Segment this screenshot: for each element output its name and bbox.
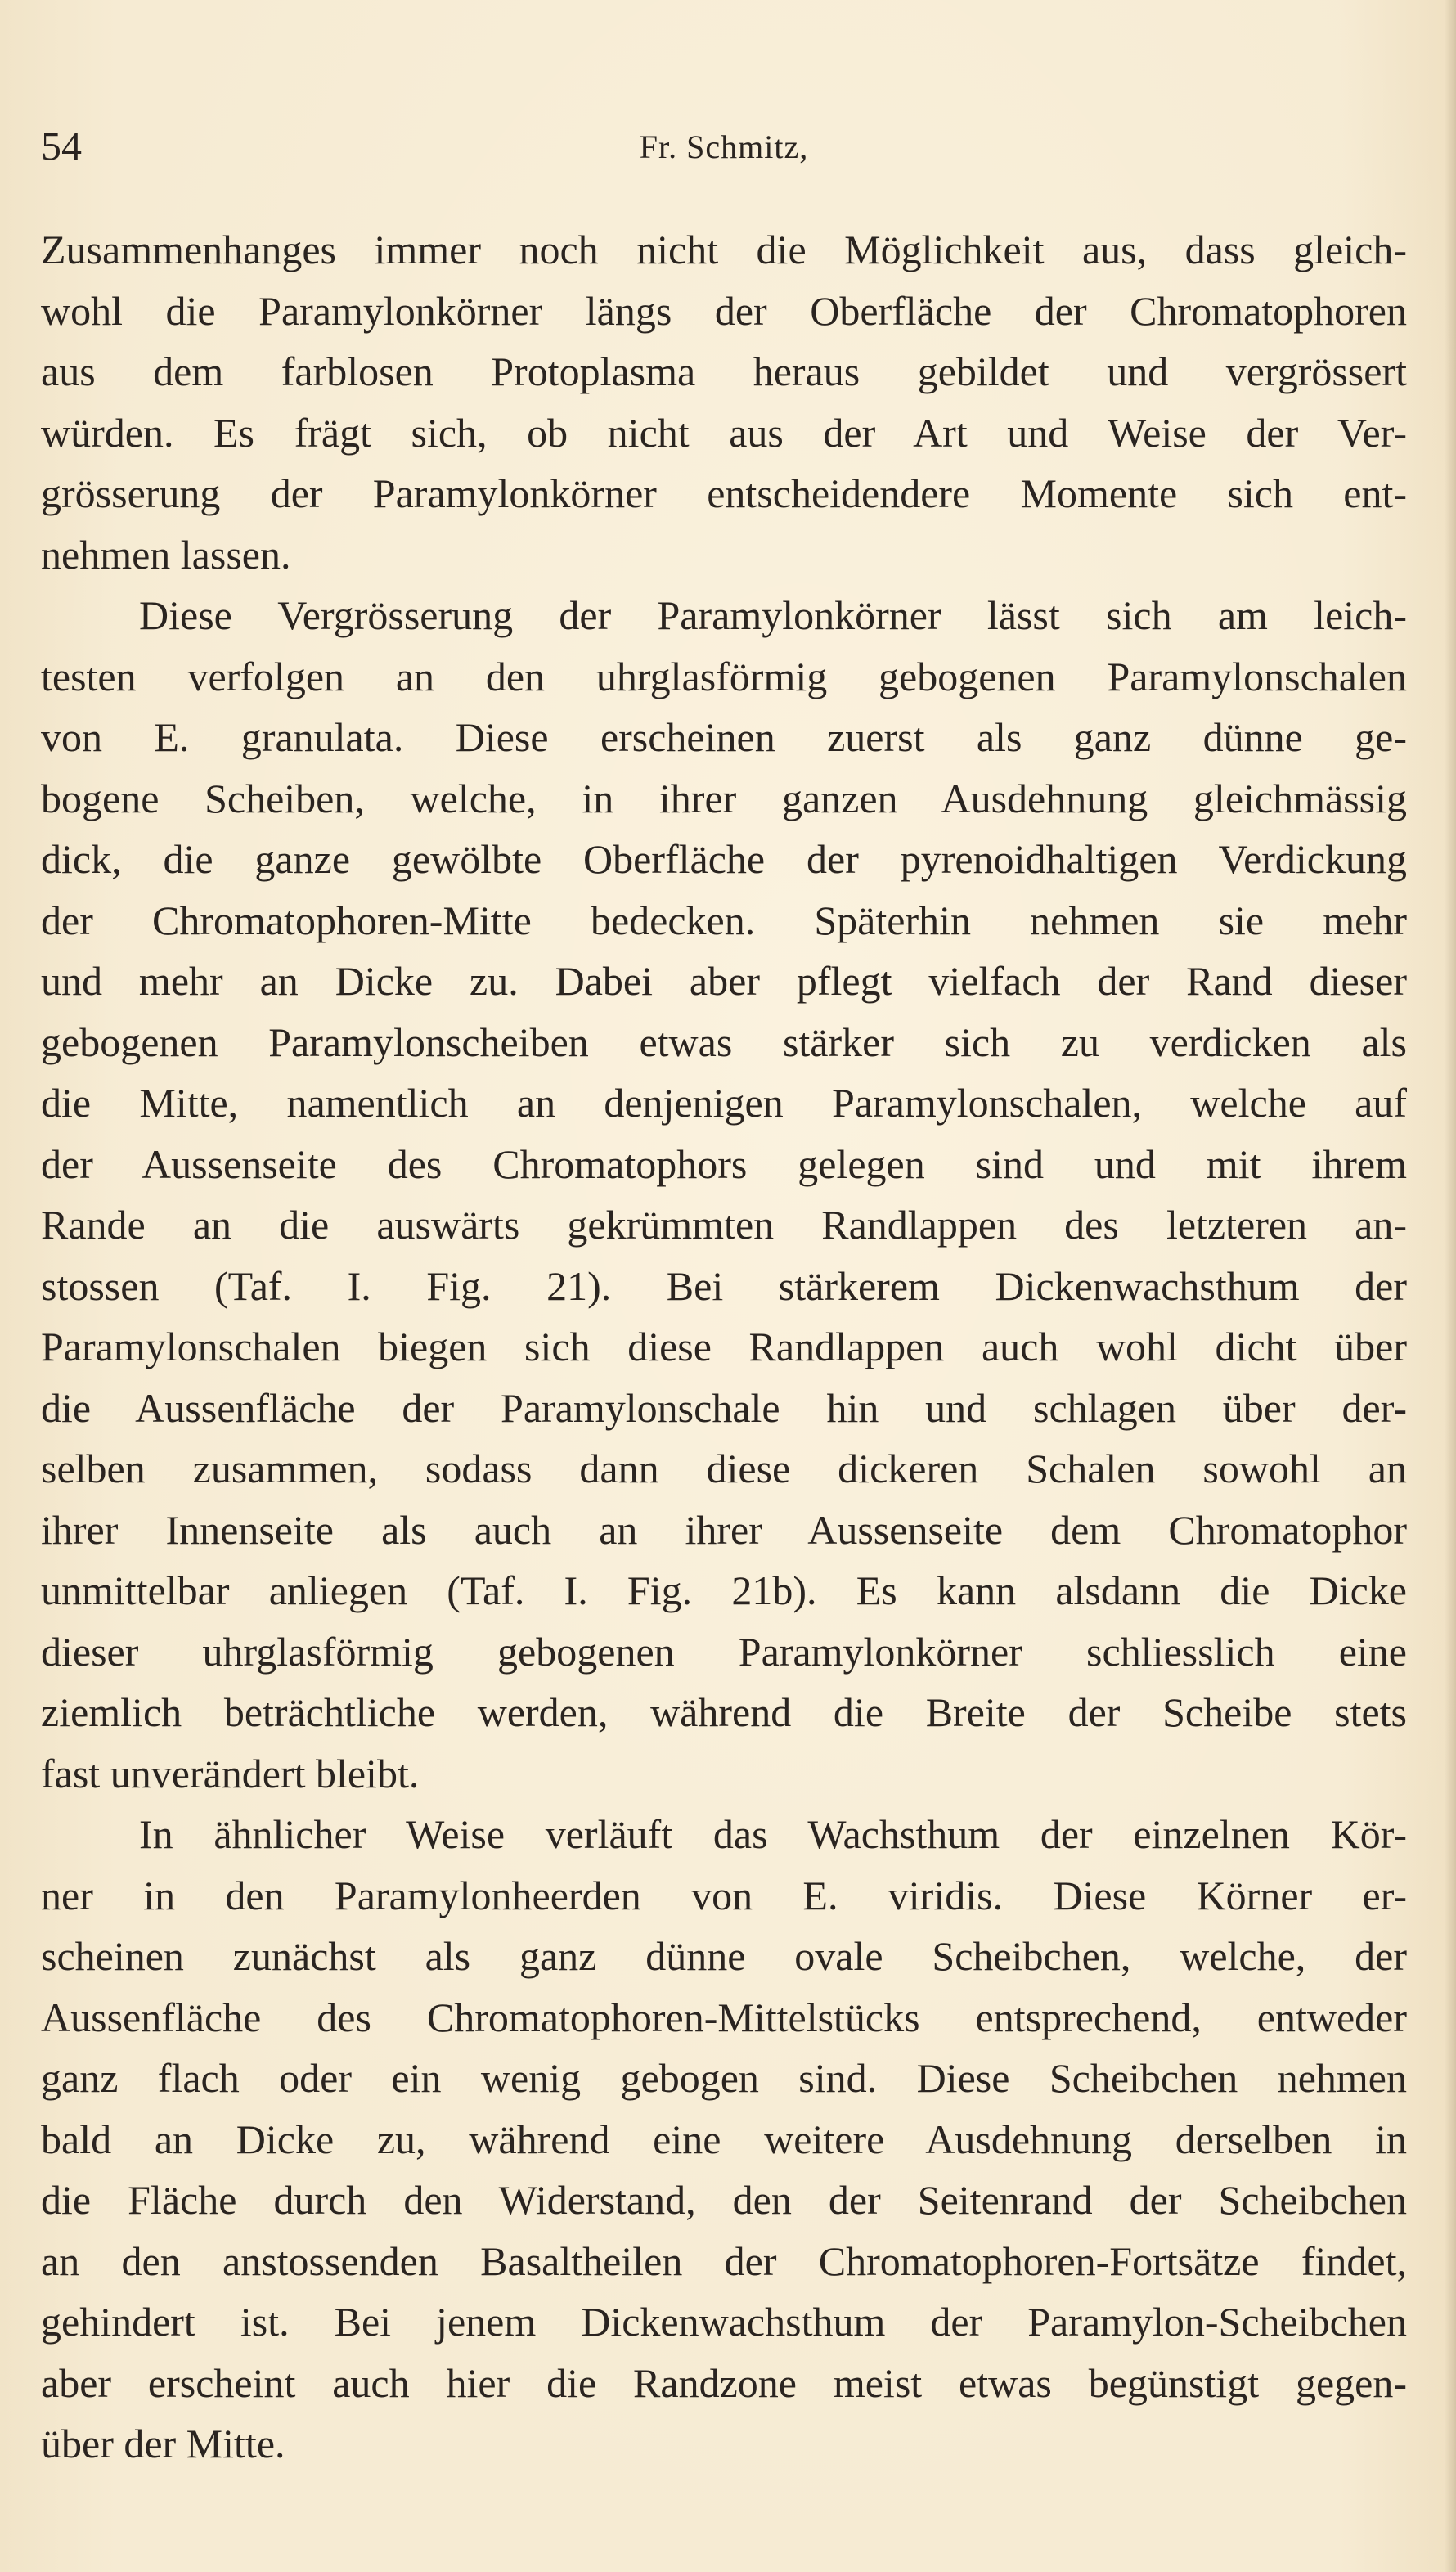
text-line: nehmen lassen. [41,531,291,578]
text-line: von E. granulata. Diese erscheinen zuerst als ganz dünne ge- [41,714,1407,760]
text-line: über der Mitte. [41,2421,285,2466]
text-line: der Aussenseite des Chromatophors gelegen sind und mit ihrem [41,1140,1407,1187]
text-line: fast unverändert bleibt. [41,1750,420,1796]
text-line: ihrer Innenseite als auch an ihrer Aussenseite dem Chromatophor [41,1506,1407,1553]
text-line: wohl die Paramylonkörner längs der Oberfläche der Chromatophoren [41,287,1407,334]
text-line: stossen (Taf. I. Fig. 21). Bei stärkerem Dickenwachsthum der [41,1262,1407,1309]
running-head: Fr. Schmitz, [639,128,809,165]
text-line: testen verfolgen an den uhrglasförmig gebogenen Paramylonschalen [41,653,1407,699]
text-line: Paramylonschalen biegen sich diese Randlappen auch wohl dicht über [41,1324,1407,1369]
paragraph-start-line: Diese Vergrösserung der Paramylonkörner lässt sich am leich- [139,592,1407,638]
text-line: bogene Scheiben, welche, in ihrer ganzen Ausdehnung gleichmässig [41,775,1407,821]
page-edge-shadow [1445,0,1456,2572]
text-line: scheinen zunächst als ganz dünne ovale Scheibchen, welche, der [41,1933,1407,1979]
text-line: an den anstossenden Basaltheilen der Chromatophoren-Fortsätze findet, [41,2237,1407,2284]
text-line: würden. Es frägt sich, ob nicht aus der Art und Weise der Ver- [41,409,1407,456]
text-line: die Mitte, namentlich an denjenigen Paramylonschalen, welche auf [41,1080,1407,1126]
text-line: die Fläche durch den Widerstand, den der Seitenrand der Scheibchen [41,2177,1407,2223]
text-line: dick, die ganze gewölbte Oberfläche der pyrenoidhaltigen Verdickung [41,836,1407,882]
text-line: aus dem farblosen Protoplasma heraus gebildet und vergrössert [41,348,1407,394]
body-text [41,219,1407,2475]
text-line: gebogenen Paramylonscheiben etwas stärker sich zu verdicken als [41,1018,1407,1065]
text-line: selben zusammen, sodass dann diese dickeren Schalen sowohl an [41,1446,1407,1491]
text-line: dieser uhrglasförmig gebogenen Paramylonkörner schliesslich eine [41,1628,1407,1675]
text-line: gehindert ist. Bei jenem Dickenwachsthum der Paramylon-Scheibchen [41,2299,1407,2345]
paragraph-start-line: In ähnlicher Weise verläuft das Wachsthum der einzelnen Kör- [139,1811,1407,1857]
text-line: und mehr an Dicke zu. Dabei aber pflegt vielfach der Rand dieser [41,958,1407,1004]
text-line: die Aussenfläche der Paramylonschale hin und schlagen über der- [41,1384,1407,1431]
page-number: 54 [41,123,82,169]
text-line: Rande an die auswärts gekrümmten Randlappen des letzteren an- [41,1202,1407,1248]
text-line: Zusammenhanges immer noch nicht die Möglichkeit aus, dass gleich- [41,227,1407,272]
text-line: ziemlich beträchtliche werden, während die Breite der Scheibe stets [41,1689,1407,1735]
text-line: Aussenfläche des Chromatophoren-Mittelstücks entsprechend, entweder [41,1994,1407,2040]
text-line: grösserung der Paramylonkörner entscheidendere Momente sich ent- [41,470,1407,516]
text-line: ganz flach oder ein wenig gebogen sind. Diese Scheibchen nehmen [41,2055,1407,2101]
text-line: bald an Dicke zu, während eine weitere Ausdehnung derselben in [41,2116,1407,2162]
text-line: der Chromatophoren-Mitte bedecken. Späterhin nehmen sie mehr [41,897,1407,943]
text-line: unmittelbar anliegen (Taf. I. Fig. 21b). Es kann alsdann die Dicke [41,1567,1407,1613]
text-line: aber erscheint auch hier die Randzone meist etwas begünstigt gegen- [41,2359,1407,2406]
text-line: ner in den Paramylonheerden von E. viridis. Diese Körner er- [41,1872,1407,1918]
page-header [41,121,1407,170]
